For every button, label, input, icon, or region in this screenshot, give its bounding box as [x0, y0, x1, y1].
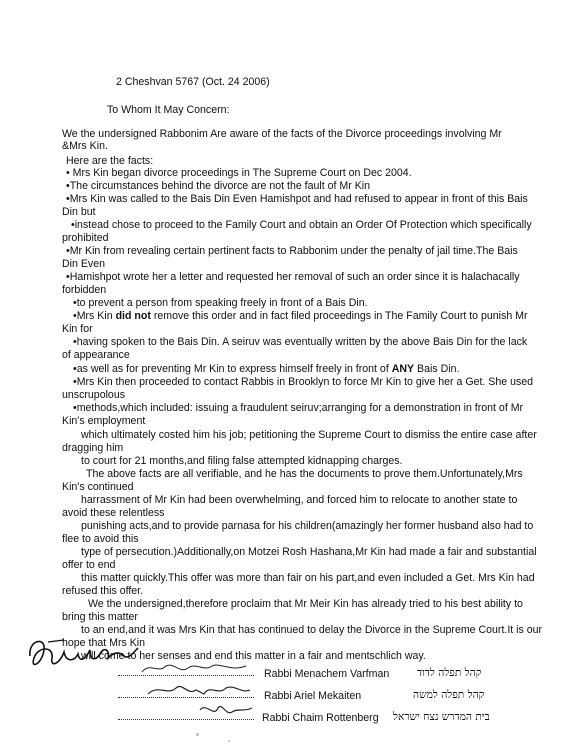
- scan-speck: [196, 733, 199, 736]
- body-line: •Hamishpot wrote her a letter and requested her removal of such an order since it is halachacally: [66, 271, 520, 283]
- body-line: •methods,which included: issuing a fraudulent seiruv;arranging for a demonstration in front of Mr: [73, 402, 524, 414]
- signature-scribble: [196, 700, 256, 720]
- body-line: harrassment of Mr Kin had been overwhelming, and forced him to relocate to another state to: [81, 494, 518, 506]
- congregation-name: בית המדרש נצח ישראל: [393, 711, 490, 723]
- body-line: We the undersigned Rabbonim Are aware of the facts of the Divorce proceedings involving Mr: [62, 128, 502, 140]
- body-line: • Mrs Kin began divorce proceedings in The Supreme Court on Dec 2004.: [66, 167, 412, 179]
- body-line: to court for 21 months,and filing false attempted kidnapping charges.: [81, 455, 403, 467]
- rabbi-name: Rabbi Menachem Varfman: [264, 668, 390, 680]
- scan-speck: [228, 740, 230, 742]
- body-line: punishing acts,and to provide parnasa for his children(amazingly her former husband also had to: [81, 520, 534, 532]
- rabbi-name: Rabbi Chaim Rottenberg: [262, 712, 379, 724]
- body-line: unscrupolous: [62, 389, 126, 401]
- body-line: •as well as for preventing Mr Kin to express himself freely in front of ANY Bais Din.: [73, 363, 460, 375]
- body-line: •Mrs Kin did not remove this order and in fact filed proceedings in The Family Court to punish Mr: [73, 310, 528, 322]
- body-line: Din Even: [62, 258, 105, 270]
- signature-scribble: [144, 680, 254, 700]
- body-line: The above facts are all verifiable, and he has the documents to prove them.Unfortunately,Mrs: [86, 468, 523, 480]
- body-line: •Mrs Kin then proceeded to contact Rabbis in Brooklyn to force Mr Kin to give her a Get. She used: [73, 376, 534, 388]
- body-line: bring this matter: [62, 611, 138, 623]
- body-line: •to prevent a person from speaking freely in front of a Bais Din.: [73, 297, 368, 309]
- body-line: •instead chose to proceed to the Family Court and obtain an Order Of Protection which specifically: [71, 219, 532, 231]
- body-line: of appearance: [62, 349, 130, 361]
- body-line: this matter quickly.This offer was more than fair on his part,and even included a Get. Mrs Kin had: [81, 572, 535, 584]
- body-line: &Mrs Kin.: [62, 140, 108, 152]
- body-line: Kin's continued: [62, 481, 134, 493]
- body-line: type of persecution.)Additionally,on Motzei Rosh Hashana,Mr Kin had made a fair and substantial: [81, 546, 537, 558]
- body-line: •Mr Kin from revealing certain pertinent facts to Rabbonim under the penalty of jail time.The Bais: [66, 245, 518, 257]
- body-line: •Mrs Kin was called to the Bais Din Even Hamishpot and had refused to appear in front of this Bais: [66, 193, 528, 205]
- rabbi-name: Rabbi Ariel Mekaiten: [264, 690, 362, 702]
- body-line: Din but: [62, 206, 96, 218]
- body-line: Here are the facts:: [66, 155, 154, 167]
- body-line: forbidden: [62, 284, 107, 296]
- letter-date: 2 Cheshvan 5767 (Oct. 24 2006): [116, 76, 270, 88]
- body-line: •having spoken to the Bais Din. A seiruv was eventually written by the above Bais Din for the lack: [73, 336, 528, 348]
- body-line: offer to end: [62, 559, 116, 571]
- handwritten-signature: [24, 628, 144, 678]
- body-line: flee to avoid this: [62, 533, 139, 545]
- body-line: We the undersigned,therefore proclaim that Mr Meir Kin has already tried to his best ability to: [88, 598, 523, 610]
- body-line: to an end,and it was Mrs Kin that has continued to delay the Divorce in the Supreme Court.It is our: [81, 624, 543, 636]
- body-line: which ultimately costed him his job; petitioning the Supreme Court to dismiss the entire case after: [81, 429, 537, 441]
- body-line: dragging him: [62, 442, 124, 454]
- body-line: prohibited: [62, 232, 109, 244]
- body-line: Kin's employment: [62, 415, 146, 427]
- congregation-name: קהל תפלה לדוד: [417, 667, 482, 679]
- body-line: hope that Mrs Kin: [62, 637, 146, 649]
- body-line: avoid these relentless: [62, 507, 165, 519]
- body-line: refused this offer.: [62, 585, 144, 597]
- signature-scribble: [140, 660, 250, 678]
- body-line: •The circumstances behind the divorce are not the fault of Mr Kin: [66, 180, 371, 192]
- body-line: Kin for: [62, 323, 93, 335]
- congregation-name: קהל תפלה למשה: [413, 689, 485, 701]
- body-line: will come to her senses and end this matter in a fair and mentschlich way.: [81, 650, 426, 662]
- letter-salutation: To Whom It May Concern:: [107, 104, 230, 116]
